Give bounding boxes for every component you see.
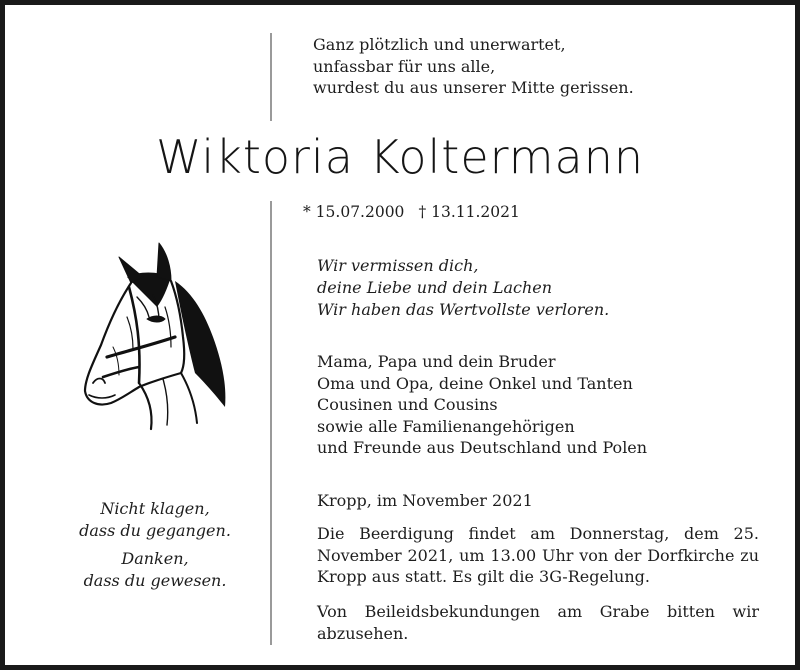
horse-head-icon	[67, 237, 233, 433]
death-date: † 13.11.2021	[418, 203, 520, 221]
verse-line: Wir haben das Wertvollste verloren.	[317, 300, 610, 319]
intro-line: unfassbar für uns alle,	[313, 56, 496, 76]
memorial-quote-1	[35, 498, 275, 541]
verse-line: Wir vermissen dich,	[317, 256, 479, 275]
vertical-divider-top	[270, 33, 272, 121]
quote-line: Nicht klagen,	[100, 499, 210, 518]
mourners-list	[317, 351, 647, 459]
funeral-details: Die Beerdigung findet am Donnerstag, dem 25. November 2021, um 13.00 Uhr von der Dorfkirche zu Kropp aus statt. Es gilt die 3G-Regelung.	[317, 524, 759, 586]
place-date: Kropp, im November 2021	[317, 491, 533, 510]
mourner-line: Oma und Opa, deine Onkel und Tanten	[317, 373, 633, 393]
deceased-name: Wiktoria Koltermann	[155, 130, 645, 184]
mourner-line: Mama, Papa und dein Bruder	[317, 352, 556, 371]
birth-date: * 15.07.2000	[303, 203, 405, 221]
life-dates	[303, 203, 520, 221]
condolence-note: Von Beileidsbekundungen am Grabe bitten wir abzusehen.	[317, 602, 759, 643]
mourner-line: sowie alle Familienangehörigen	[317, 416, 575, 436]
quote-line: dass du gegangen.	[79, 520, 231, 540]
verse-text	[317, 255, 609, 321]
verse-line: deine Liebe und dein Lachen	[317, 278, 553, 297]
quote-line: Danken,	[121, 549, 189, 568]
mourner-line: Cousinen und Cousins	[317, 395, 498, 414]
intro-line: Ganz plötzlich und unerwartet,	[313, 35, 566, 54]
intro-text	[313, 34, 634, 99]
memorial-quote-2	[35, 548, 275, 591]
mourner-line: und Freunde aus Deutschland und Polen	[317, 438, 648, 457]
intro-line: wurdest du aus unserer Mitte gerissen.	[313, 78, 634, 97]
quote-line: dass du gewesen.	[83, 570, 227, 590]
